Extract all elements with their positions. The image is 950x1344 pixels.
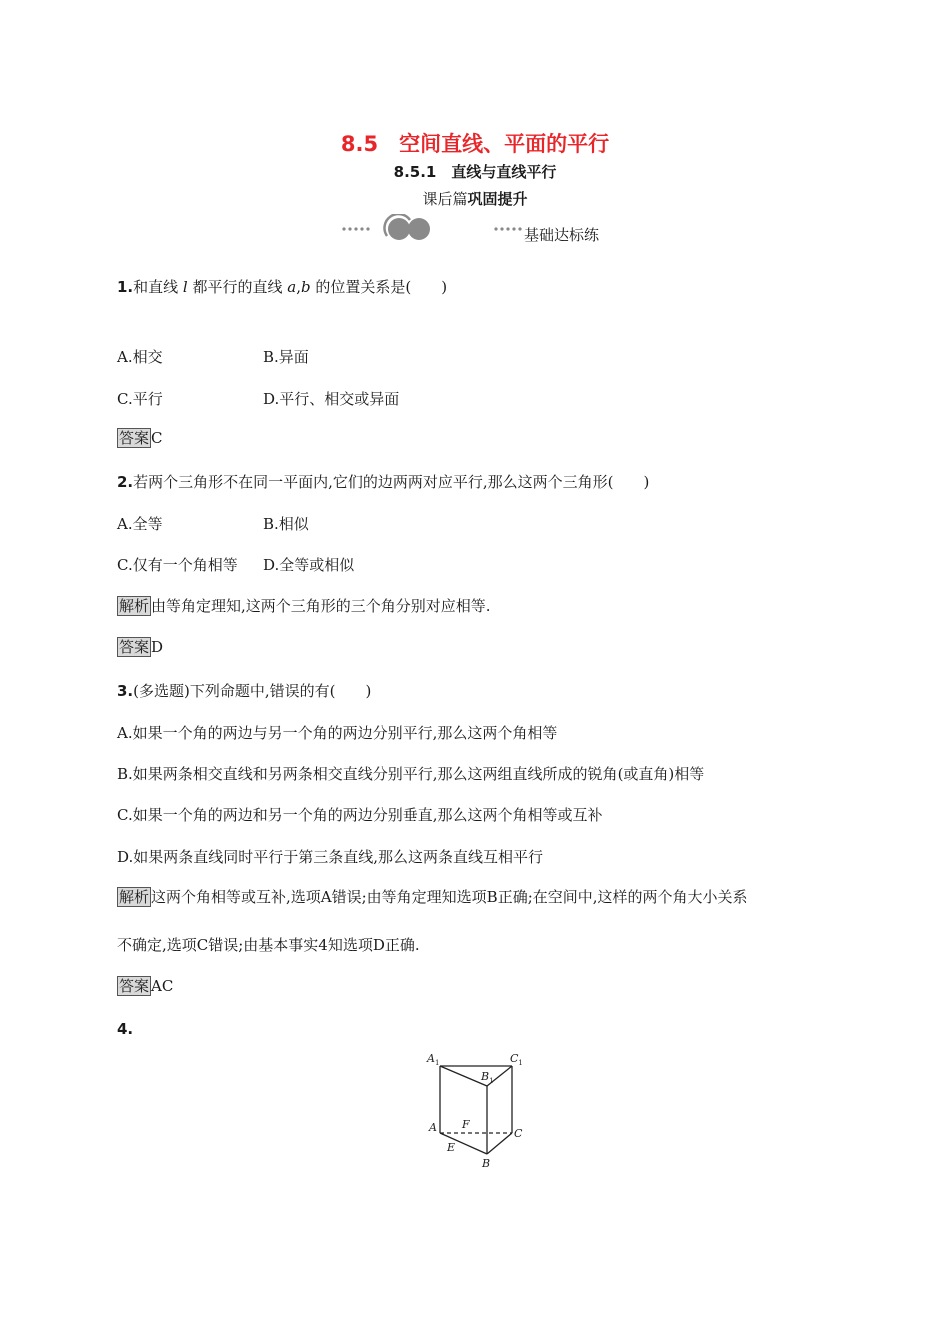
option-d: D.平行、相交或异面	[263, 390, 400, 408]
question-text: (多选题)下列命题中,错误的有( )	[133, 682, 372, 700]
question-2	[117, 471, 649, 492]
section-subtitle: 8.5.1 直线与直线平行	[393, 163, 557, 181]
analysis-text: 由等角定理知,这两个三角形的三个角分别对应相等.	[151, 597, 491, 615]
question-text: 和直线	[133, 278, 183, 296]
label-a: A	[429, 1121, 437, 1134]
var-l: l	[182, 278, 188, 296]
option-b: B.相似	[263, 515, 309, 533]
answer-row	[117, 637, 163, 657]
label-b: B	[482, 1157, 491, 1170]
question-text: 都平行的直线	[187, 278, 288, 296]
analysis-tag: 解析	[119, 597, 150, 615]
analysis-row	[117, 886, 748, 907]
question-4	[117, 1020, 133, 1038]
analysis-text-cont: 不确定,选项C错误;由基本事实4知选项D正确.	[117, 936, 420, 954]
option-c: C.平行	[117, 390, 163, 408]
label-f: F	[462, 1118, 470, 1131]
section-heading	[0, 188, 950, 209]
label-c1: $C_1$	[510, 1052, 523, 1067]
var-a: a	[287, 278, 297, 296]
section-prefix: 课后篇	[422, 190, 468, 208]
label-c: C	[514, 1127, 523, 1140]
answer-value: C	[151, 429, 163, 447]
label-b1: $B_1$	[481, 1070, 494, 1085]
var-b: b	[301, 278, 311, 296]
analysis-text: 这两个角相等或互补,选项A错误;由等角定理知选项B正确;在空间中,这样的两个角大小关系	[151, 888, 748, 906]
answer-value: AC	[151, 977, 174, 995]
question-3	[117, 680, 371, 701]
answer-tag: 答案	[119, 429, 150, 447]
answer-value: D	[151, 638, 164, 656]
question-text: 若两个三角形不在同一平面内,它们的边两两对应平行,那么这两个三角形( )	[133, 473, 650, 491]
analysis-row	[117, 595, 491, 616]
option-b: B.异面	[263, 348, 309, 366]
question-number: 3.	[117, 682, 134, 700]
answer-row	[117, 428, 163, 448]
prism-figure	[420, 1046, 532, 1170]
label-a1: $A_1$	[427, 1052, 440, 1067]
question-1	[117, 276, 447, 297]
page-title: 8.5 空间直线、平面的平行	[340, 132, 610, 156]
option-a: A.如果一个角的两边与另一个角的两边分别平行,那么这两个角相等	[117, 724, 558, 742]
analysis-tag: 解析	[119, 888, 150, 906]
answer-tag: 答案	[119, 638, 150, 656]
option-c: C.如果一个角的两边和另一个角的两边分别垂直,那么这两个角相等或互补	[117, 806, 603, 824]
option-a: A.全等	[117, 515, 163, 533]
option-c: C.仅有一个角相等	[117, 556, 238, 574]
comma: ,	[296, 278, 302, 296]
answer-row	[117, 976, 173, 996]
answer-tag: 答案	[119, 977, 150, 995]
option-b: B.如果两条相交直线和另两条相交直线分别平行,那么这两组直线所成的锐角(或直角)相等	[117, 765, 705, 783]
question-number: 4.	[117, 1020, 134, 1038]
option-d: D.如果两条直线同时平行于第三条直线,那么这两条直线互相平行	[117, 848, 544, 866]
question-number: 1.	[117, 278, 134, 296]
level-label: 基础达标练	[524, 226, 600, 244]
label-e: E	[447, 1141, 456, 1154]
question-number: 2.	[117, 473, 134, 491]
option-d: D.全等或相似	[263, 556, 355, 574]
option-a: A.相交	[117, 348, 163, 366]
question-text: 的位置关系是( )	[310, 278, 448, 296]
section-bold: 巩固提升	[467, 190, 528, 208]
